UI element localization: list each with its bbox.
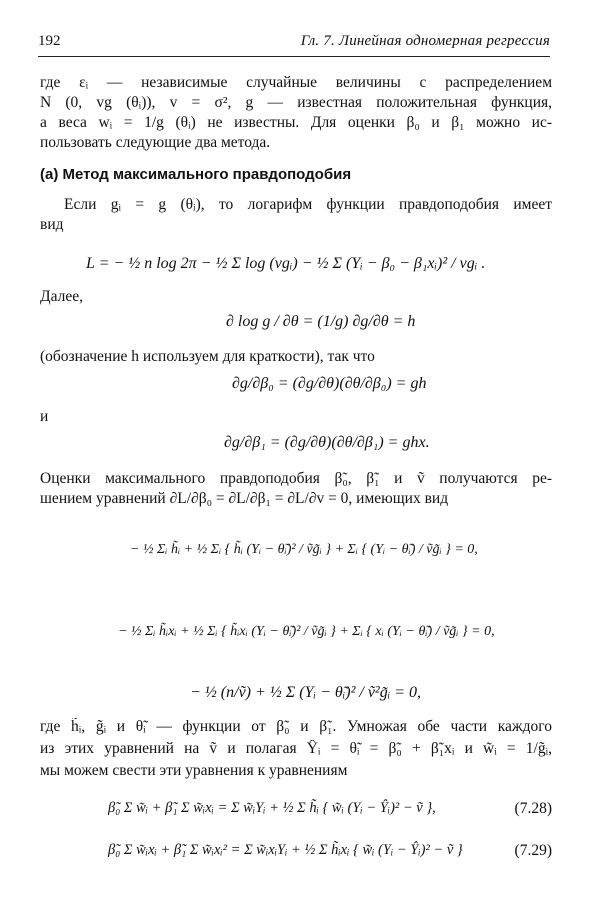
equation-7-29: β̃₀ Σ w̃ᵢxᵢ + β̃₁ Σ w̃ᵢxᵢ² = Σ w̃ᵢxᵢYᵢ + ½ Σ h̃ᵢxᵢ { w̃ᵢ (Yᵢ − Ŷᵢ)² − ṽ } (108, 842, 463, 858)
paragraph-line: где h̃ᵢ, g̃ᵢ и θ̃ᵢ — функции от β̃₀ и β̃₁. Умножая обе части каждого (40, 718, 552, 735)
paragraph-line: пользовать следующие два метода. (40, 134, 271, 151)
equation-dg-dbeta1: ∂g/∂β₁ = (∂g/∂θ)(∂θ/∂β₁) = ghx. (224, 434, 430, 451)
paragraph-line: шением уравнений ∂L/∂β₀ = ∂L/∂β₁ = ∂L/∂v = 0, имеющих вид (40, 490, 449, 507)
page-number: 192 (38, 33, 61, 49)
paragraph-line: Если gᵢ = g (θᵢ), то логарифм функции правдоподобия имеет (64, 196, 552, 213)
equation-number-7-28: (7.28) (514, 800, 552, 817)
equation-system-1: − ½ Σᵢ h̃ᵢ + ½ Σᵢ { h̃ᵢ (Yᵢ − θ̃ᵢ)² / ṽg̃ᵢ } + Σᵢ { (Yᵢ − θ̃ᵢ) / ṽg̃ᵢ } = 0, (130, 542, 478, 557)
paragraph-line: мы можем свести эти уравнения к уравнениям (40, 762, 348, 779)
paragraph-line: N (0, vg (θᵢ)), v = σ², g — известная положительная функция, (40, 94, 552, 111)
section-heading: (а) Метод максимального правдоподобия (40, 166, 352, 183)
paragraph-line: (обозначение h используем для краткости), так что (40, 348, 375, 365)
paragraph-line: вид (40, 216, 64, 233)
running-title: Гл. 7. Линейная одномерная регрессия (300, 33, 550, 49)
equation-system-3: − ½ (n/ṽ) + ½ Σ (Yᵢ − θ̃ᵢ)² / ṽ²g̃ᵢ = 0, (190, 684, 422, 701)
paragraph-line: из этих уравнений на ṽ и полагая Ŷᵢ = θ̃ᵢ = β̃₀ + β̃₁xᵢ и w̃ᵢ = 1/g̃ᵢ, (40, 740, 552, 757)
equation-number-7-29: (7.29) (514, 842, 552, 859)
page-header (38, 30, 550, 54)
paragraph-line: и (40, 408, 49, 425)
equation-system-2: − ½ Σᵢ h̃ᵢxᵢ + ½ Σᵢ { h̃ᵢxᵢ (Yᵢ − θ̃ᵢ)² / ṽg̃ᵢ } + Σᵢ { xᵢ (Yᵢ − θ̃ᵢ) / ṽg̃ᵢ } = 0, (118, 624, 495, 639)
paragraph-line: где εᵢ — независимые случайные величины с распределением (40, 74, 552, 91)
equation-dg-dbeta0: ∂g/∂β₀ = (∂g/∂θ)(∂θ/∂β₀) = gh (232, 375, 427, 392)
equation-loglikelihood: L = − ½ n log 2π − ½ Σ log (vgᵢ) − ½ Σ (Yᵢ − β₀ − β₁xᵢ)² / vgᵢ . (86, 255, 486, 272)
paragraph-line: а веса wᵢ = 1/g (θᵢ) не известны. Для оценки β₀ и β₁ можно ис- (40, 114, 552, 131)
paragraph-line: Оценки максимального правдоподобия β̃₀, β̃₁ и ṽ получаются ре- (40, 470, 552, 487)
header-rule (38, 56, 550, 57)
paragraph-line: Далее, (40, 288, 83, 305)
equation-7-28: β̃₀ Σ w̃ᵢ + β̃₁ Σ w̃ᵢxᵢ = Σ w̃ᵢYᵢ + ½ Σ h̃ᵢ { w̃ᵢ (Yᵢ − Ŷᵢ)² − ṽ }, (108, 800, 436, 816)
equation-h: ∂ log g / ∂θ = (1/g) ∂g/∂θ = h (226, 313, 416, 330)
